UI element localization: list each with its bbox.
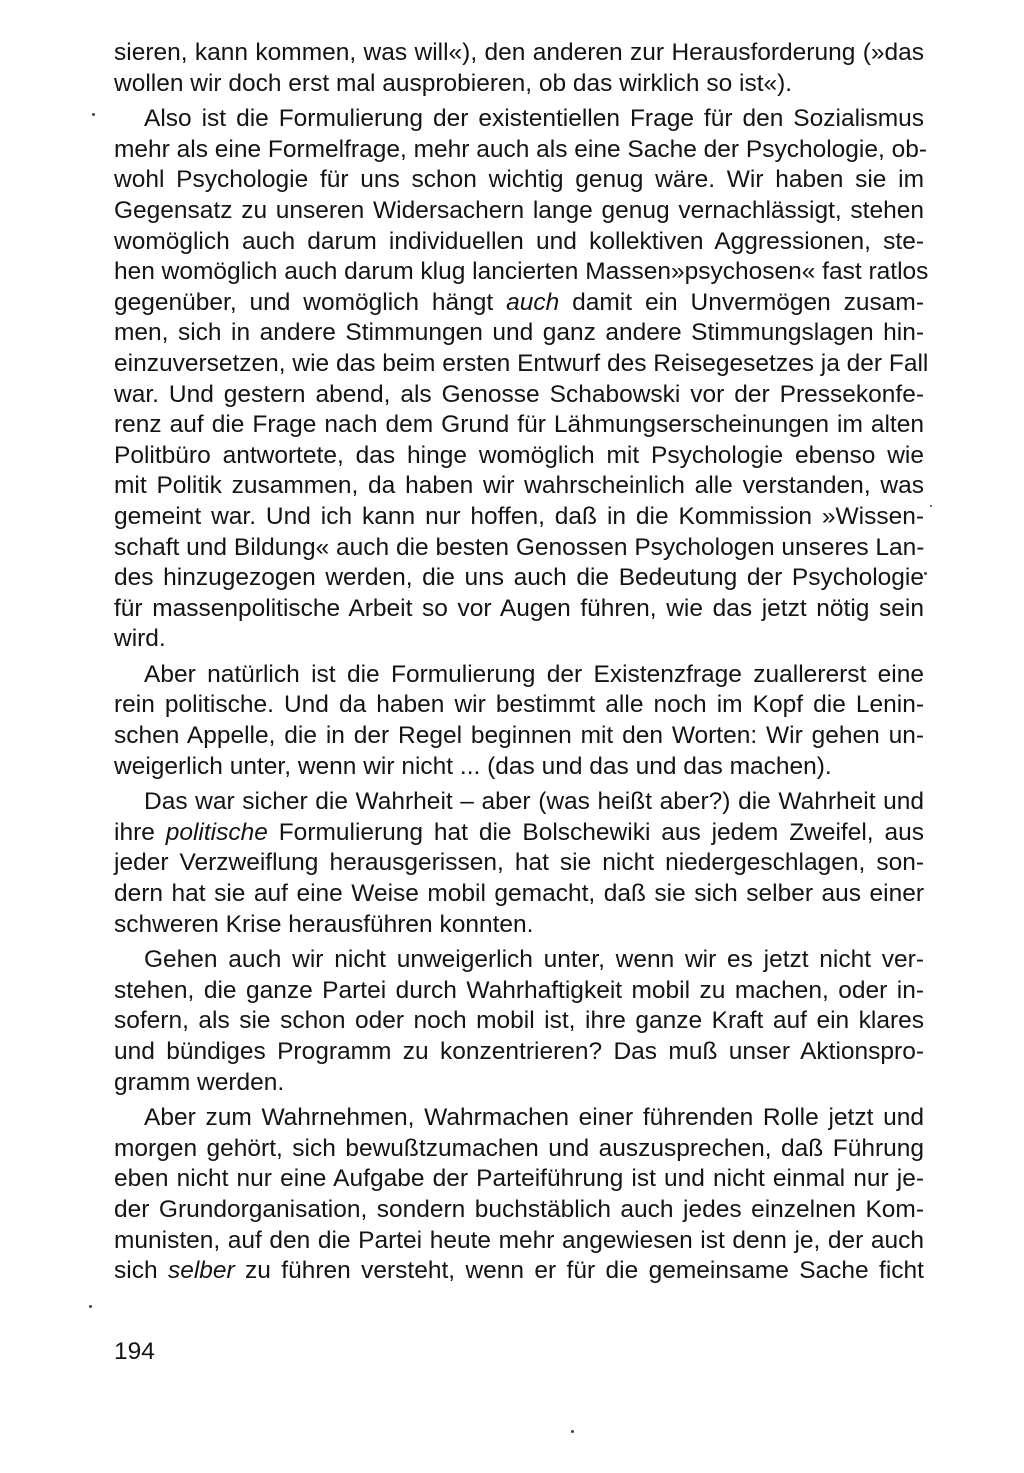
text-line: morgen gehört, sich bewußtzumachen und auszusprechen, daß Führung xyxy=(114,1134,924,1162)
paragraph xyxy=(114,787,924,940)
scan-speck xyxy=(924,572,927,575)
text-line: weigerlich unter, wenn wir nicht ... (das und das und das machen). xyxy=(114,752,832,780)
text-line: Aber zum Wahrnehmen, Wahrmachen einer führenden Rolle jetzt und xyxy=(144,1104,924,1132)
body-text xyxy=(114,38,929,1287)
text-line: Das war sicher die Wahrheit – aber (was heißt aber?) die Wahrheit und xyxy=(144,788,924,816)
text-line: sofern, als sie schon oder noch mobil ist, ihre ganze Kraft auf ein klares xyxy=(114,1007,924,1035)
text-line: schen Appelle, die in der Regel beginnen mit den Worten: Wir gehen un- xyxy=(114,722,924,750)
scan-speck xyxy=(571,1430,574,1433)
paragraph xyxy=(114,1103,924,1287)
text-line: mit Politik zusammen, da haben wir wahrscheinlich alle verstanden, was xyxy=(114,472,924,500)
text-line: für massenpolitische Arbeit so vor Augen führen, wie das jetzt nötig sein xyxy=(114,594,924,622)
text-line: stehen, die ganze Partei durch Wahrhaftigkeit mobil zu machen, oder in- xyxy=(114,976,924,1004)
text-line: eben nicht nur eine Aufgabe der Parteiführung ist und nicht einmal nur je- xyxy=(114,1165,924,1193)
emphasis: politische xyxy=(165,818,268,846)
text-line: Gegensatz zu unseren Widersachern lange genug vernachlässigt, stehen xyxy=(114,196,924,224)
text-line: Politbüro antwortete, das hinge womöglich mit Psychologie ebenso wie xyxy=(114,441,924,469)
text-line: gemeint war. Und ich kann nur hoffen, daß in die Kommission »Wissen- xyxy=(114,502,924,530)
text-line: wird. xyxy=(114,625,166,653)
text-line: und bündiges Programm zu konzentrieren? Das muß unser Aktionspro- xyxy=(114,1038,924,1065)
text-line: Aber natürlich ist die Formulierung der Existenzfrage zuallererst eine xyxy=(144,660,924,688)
page-number: 194 xyxy=(114,1338,155,1365)
text-line: dern hat sie auf eine Weise mobil gemacht, daß sie sich selber aus einer xyxy=(114,880,924,908)
paragraph xyxy=(114,38,924,99)
scan-speck xyxy=(92,113,95,116)
text-line: womöglich auch darum individuellen und kollektiven Aggressionen, ste- xyxy=(114,227,924,255)
text-line: einzuversetzen, wie das beim ersten Entwurf des Reisegesetzes ja der Fall xyxy=(114,349,929,377)
scan-speck xyxy=(930,505,932,507)
text-line: gegenüber, und womöglich hängt auch damit ein Unvermögen zusam- xyxy=(114,288,924,316)
text-line: men, sich in andere Stimmungen und ganz andere Stimmungslagen hin- xyxy=(114,319,924,347)
text-line: sich selber zu führen versteht, wenn er für die gemeinsame Sache ficht xyxy=(114,1257,924,1285)
text-line: hen womöglich auch darum klug lancierten Massen»psychosen« fast ratlos xyxy=(114,258,929,286)
text-line: rein politische. Und da haben wir bestimmt alle noch im Kopf die Lenin- xyxy=(114,691,924,719)
text-line: munisten, auf den die Partei heute mehr angewiesen ist denn je, der auch xyxy=(114,1226,924,1254)
text-line: des hinzugezogen werden, die uns auch die Bedeutung der Psychologie xyxy=(114,564,924,592)
text-line: ihre politische Formulierung hat die Bolschewiki aus jedem Zweifel, aus xyxy=(114,818,924,846)
text-line: Also ist die Formulierung der existentiellen Frage für den Sozialismus xyxy=(144,105,924,133)
paragraph xyxy=(114,945,924,1098)
text-line: Gehen auch wir nicht unweigerlich unter, wenn wir es jetzt nicht ver- xyxy=(144,946,924,974)
text-line: war. Und gestern abend, als Genosse Schabowski vor der Pressekonfe- xyxy=(114,380,924,408)
emphasis: auch xyxy=(506,288,560,316)
text-line: der Grundorganisation, sondern buchstäblich auch jedes einzelnen Kom- xyxy=(114,1195,924,1223)
paragraph xyxy=(114,104,929,655)
text-line: schweren Krise herausführen konnten. xyxy=(114,910,534,938)
text-line: wollen wir doch erst mal ausprobieren, ob das wirklich so ist«). xyxy=(114,69,793,97)
text-line: wohl Psychologie für uns schon wichtig genug wäre. Wir haben sie im xyxy=(114,166,924,194)
text-line: renz auf die Frage nach dem Grund für Lähmungserscheinungen im alten xyxy=(114,411,924,439)
scan-speck xyxy=(89,1305,92,1308)
paragraph xyxy=(114,660,924,782)
text-line: jeder Verzweiflung herausgerissen, hat sie nicht niedergeschlagen, son- xyxy=(114,849,924,877)
emphasis: selber xyxy=(167,1257,235,1285)
text-line: mehr als eine Formelfrage, mehr auch als eine Sache der Psychologie, ob- xyxy=(114,135,927,163)
text-line: sieren, kann kommen, was will«), den anderen zur Herausforderung (»das xyxy=(114,39,924,66)
text-line: gramm werden. xyxy=(114,1068,285,1096)
text-line: schaft und Bildung« auch die besten Genossen Psychologen unseres Lan- xyxy=(114,533,925,561)
